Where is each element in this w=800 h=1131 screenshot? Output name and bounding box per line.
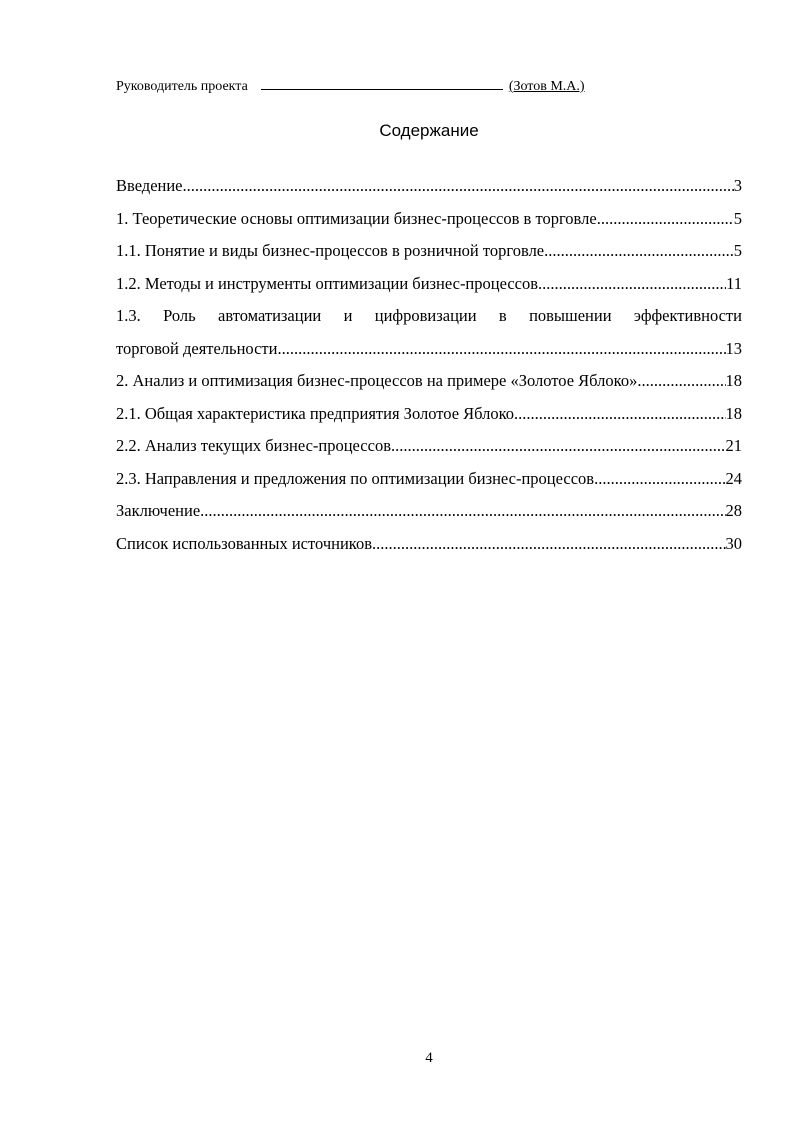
toc-entry-text: 2.1. Общая характеристика предприятия Золотое Яблоко [116, 403, 515, 423]
toc-entry-text: 1. Теоретические основы оптимизации бизнес-процессов в торговле [116, 208, 597, 228]
toc-entry-section-1-1[interactable] [116, 235, 742, 268]
toc-entry-page: 18 [725, 403, 742, 423]
toc-entry-text: 2.3. Направления и предложения по оптимизации бизнес-процессов [116, 468, 595, 488]
toc-entry-references[interactable] [116, 528, 742, 561]
toc-entry-chapter-1[interactable] [116, 203, 742, 236]
toc-title: Содержание [379, 121, 479, 140]
page-number: 4 [425, 1050, 433, 1066]
supervisor-label: Руководитель проекта [116, 79, 248, 94]
toc-leader-dots [200, 495, 725, 528]
toc-entry-page: 28 [725, 501, 742, 520]
toc-word: повышении [529, 306, 612, 325]
toc-entry-page: 13 [725, 338, 742, 358]
toc-leader-dots [538, 268, 726, 301]
toc-entry-page: 18 [725, 371, 742, 390]
toc-leader-dots [637, 365, 725, 398]
supervisor-name: (Зотов М.А.) [508, 79, 585, 94]
toc-entry-text: Заключение [116, 501, 201, 520]
toc-entry-text-line-2 [116, 333, 742, 366]
toc-entry-introduction[interactable] [116, 170, 742, 203]
toc-entry-section-1-3[interactable] [116, 300, 742, 365]
toc-leader-dots [372, 528, 726, 561]
toc-word: цифровизации [374, 306, 477, 325]
toc-word: эффективности [633, 306, 742, 325]
toc-entry-text: 2.2. Анализ текущих бизнес-процессов [116, 436, 391, 455]
toc-leader-dots [277, 333, 725, 366]
toc-leader-dots [544, 235, 734, 268]
toc-leader-dots [391, 430, 726, 463]
toc-entry-section-2-3[interactable] [116, 463, 742, 496]
toc-leader-dots [597, 203, 734, 236]
toc-entry-page: 24 [725, 468, 742, 488]
toc-leader-dots [594, 463, 725, 496]
toc-entry-page: 3 [733, 176, 742, 195]
toc-leader-dots [514, 398, 725, 431]
toc-entry-conclusion[interactable] [116, 495, 742, 528]
toc-entry-section-2-1[interactable] [116, 398, 742, 431]
toc-entry-page: 11 [726, 273, 742, 293]
toc-leader-dots [183, 170, 734, 203]
toc-word: и [343, 306, 353, 325]
toc-word: 1.3. [116, 306, 141, 325]
toc-entry-text: 1.1. Понятие и виды бизнес-процессов в розничной торговле [116, 241, 545, 260]
signature-blank [261, 76, 503, 90]
toc-entry-text: 2. Анализ и оптимизация бизнес-процессов на примере «Золотое Яблоко» [116, 371, 638, 390]
toc-entry-section-1-2[interactable] [116, 268, 742, 301]
table-of-contents [116, 170, 742, 560]
toc-entry-text: торговой деятельности [116, 338, 278, 358]
toc-entry-text: 1.2. Методы и инструменты оптимизации бизнес-процессов [116, 273, 539, 293]
toc-entry-text-line-1 [116, 300, 742, 333]
toc-entry-page: 30 [725, 533, 742, 553]
toc-entry-chapter-2[interactable] [116, 365, 742, 398]
toc-entry-text: Введение [116, 176, 183, 195]
toc-entry-page: 5 [733, 241, 742, 260]
toc-word: в [498, 306, 507, 325]
toc-entry-page: 5 [733, 208, 742, 228]
toc-word: автоматизации [218, 306, 322, 325]
supervisor-signature-line [116, 76, 636, 97]
toc-entry-section-2-2[interactable] [116, 430, 742, 463]
toc-entry-page: 21 [725, 436, 742, 455]
toc-word: Роль [163, 306, 196, 325]
toc-entry-text: Список использованных источников [116, 533, 372, 553]
